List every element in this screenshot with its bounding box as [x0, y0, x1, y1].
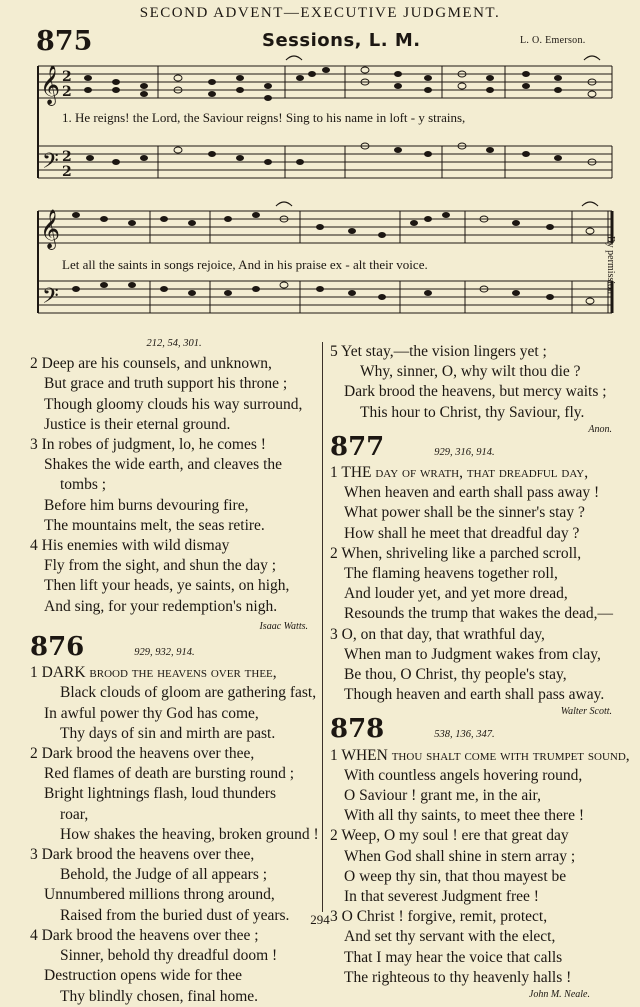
svg-text:2: 2: [62, 164, 72, 180]
column-divider: [322, 342, 323, 912]
stanza: 3 In robes of judgment, lo, he comes ! Shakes the wide earth, and cleaves the tombs ; Before him burns devouring fire, The mountains melt, the seas retire.: [30, 436, 283, 534]
hymn-number-878: 878: [330, 714, 385, 745]
stanza: 2 When, shriveling like a parched scroll, The flaming heavens together roll, And louder yet, and yet more dread, Resounds the trump that wakes the dead,—: [330, 544, 614, 623]
tune-references: 929, 316, 914.: [434, 446, 495, 458]
left-column: [30, 334, 318, 1007]
stanza: 1 THE day of wrath, that dreadful day, When heaven and earth shall pass away ! What power shall be the sinner's stay ? How shall he meet that dreadful day ?: [330, 464, 600, 542]
treble-clef-icon: 𝄞: [40, 209, 61, 249]
page-header: SECOND ADVENT—EXECUTIVE JUDGMENT.: [139, 5, 501, 21]
stanza: 3 Dark brood the heavens over thee, Behold, the Judge of all appears ; Unnumbered millions throng around, Raised from the buried dust of years.: [30, 846, 290, 924]
author: Walter Scott.: [560, 706, 612, 718]
author: Anon.: [588, 423, 612, 435]
tune-references: 929, 932, 914.: [134, 647, 195, 659]
bass-clef-icon: 𝄢: [42, 284, 59, 314]
author: John M. Neale.: [528, 989, 590, 1001]
lyric-line-1: 1. He reigns! the Lord, the Saviour reigns! Sing to his name in loft - y strains,: [62, 110, 466, 125]
tune-name: Sessions, L. M.: [262, 30, 421, 51]
stanza: 2 Weep, O my soul ! ere that great day When God shall shine in stern array ; O weep thy sin, that thou mayest be In that severest Judgment free !: [330, 827, 576, 906]
barlines: [150, 66, 612, 313]
bass-clef-icon: 𝄢: [42, 149, 59, 179]
svg-text:2: 2: [62, 149, 72, 165]
stanza: 1 WHEN thou shalt come with trumpet sound, With countless angels hovering round, O Saviour ! grant me, in the air, With all thy saints, to meet thee there !: [330, 746, 630, 825]
author: Isaac Watts.: [259, 620, 308, 632]
stanza: 2 Deep are his counsels, and unknown, But grace and truth support his throne ; Though gloomy clouds his way surround, Justice is their eternal ground.: [30, 355, 303, 433]
music-score: [0, 0, 640, 330]
tune-references: 538, 136, 347.: [434, 729, 495, 741]
time-signature: 2: [62, 69, 72, 85]
treble-clef-icon: 𝄞: [40, 65, 61, 105]
staff-bass-2: [38, 281, 612, 313]
stanza: 5 Yet stay,—the vision lingers yet ; Why, sinner, O, why wilt thou die ? Dark brood the heavens, but mercy waits ; This hour to Christ, thy Saviour, fly.: [330, 343, 607, 421]
stanza: 4 Dark brood the heavens over thee ; Sinner, behold thy dreadful doom ! Destruction opens wide for thee Thy blindly chosen, final home.: [30, 926, 278, 1005]
stanza: 4 His enemies with wild dismay Fly from the sight, and shun the day ; Then lift your heads, ye saints, on high, And sing, for your redemption's nigh.: [30, 537, 290, 615]
stanza: 2 Dark brood the heavens over thee, Red flames of death are bursting round ; Bright lightnings flash, loud thunders roar, How shakes the heaving, broken ground !: [30, 745, 319, 843]
stanza: 3 O Christ ! forgive, remit, protect, And set thy servant with the elect, That I may hear the voice that calls The righteous to thy heavenly halls !: [330, 908, 572, 986]
staff-bass-1: [38, 146, 612, 178]
permission-note: By permission: [605, 236, 616, 295]
stanza: 3 O, on that day, that wrathful day, When man to Judgment wakes from clay, Be thou, O Christ, thy people's stay, Though heaven and earth shall pass away.: [330, 625, 605, 704]
composer: L. O. Emerson.: [520, 35, 586, 46]
lyric-line-2: Let all the saints in songs rejoice, And in his praise ex - alt their voice.: [62, 257, 428, 272]
tune-references: 212, 54, 301.: [146, 338, 202, 349]
hymn-number-877: 877: [330, 431, 385, 462]
hymn-number-875: 875: [36, 26, 93, 57]
svg-text:2: 2: [62, 84, 72, 100]
right-column: [330, 342, 630, 1002]
hymn-number-876: 876: [30, 632, 85, 663]
staff-treble-2: [38, 211, 612, 243]
stanza: 1 DARK brood the heavens over thee, Black clouds of gloom are gathering fast, In awful power thy God has come, Thy days of sin and mirth are past.: [30, 664, 317, 742]
page-number: 294: [310, 912, 330, 927]
